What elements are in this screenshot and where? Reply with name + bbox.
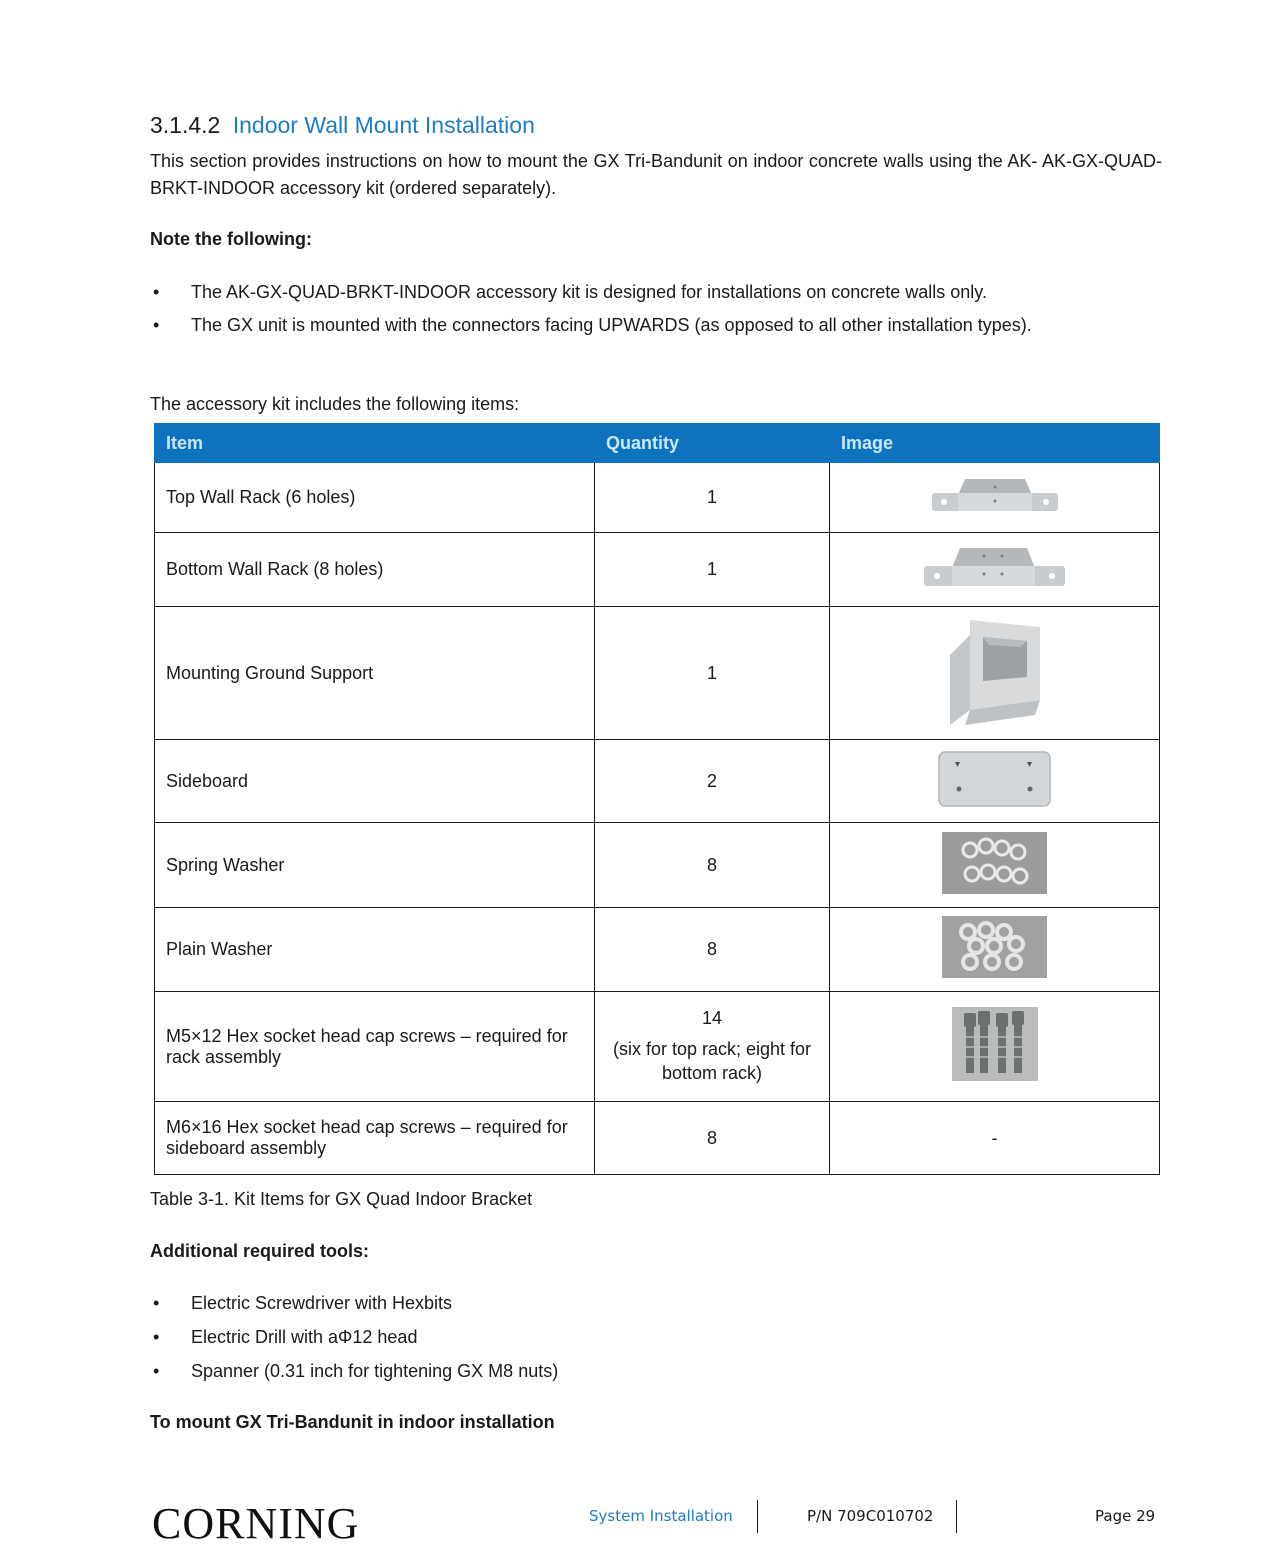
footer-divider — [757, 1500, 758, 1533]
list-item: • The AK-GX-QUAD-BRKT-INDOOR accessory kit is designed for installations on concrete walls only. — [150, 279, 1162, 306]
procedure-heading: To mount GX Tri-Bandunit in indoor installation — [150, 1412, 555, 1432]
list-item: • Electric Screwdriver with Hexbits — [150, 1290, 1162, 1317]
bullet-icon: • — [153, 1361, 160, 1381]
item-cell: M5×12 Hex socket head cap screws – required for rack assembly — [155, 992, 595, 1102]
table-caption: Table 3-1. Kit Items for GX Quad Indoor Bracket — [150, 1189, 533, 1209]
note-heading: Note the following: — [150, 229, 312, 249]
item-cell: Mounting Ground Support — [155, 607, 595, 740]
table-row — [155, 740, 1160, 823]
bottom-wall-rack-image — [830, 533, 1160, 607]
bullet-icon: • — [153, 282, 160, 302]
list-item: • Spanner (0.31 inch for tightening GX M8 nuts) — [150, 1358, 1162, 1385]
table-row — [155, 533, 1160, 607]
bullet-icon: • — [153, 315, 160, 335]
footer-divider — [956, 1500, 957, 1533]
list-item: • The GX unit is mounted with the connectors facing UPWARDS (as opposed to all other installation types). — [150, 312, 1162, 339]
item-cell: Plain Washer — [155, 908, 595, 992]
table-row — [155, 823, 1160, 908]
corning-logo: CORNING — [152, 1499, 360, 1548]
table-row — [155, 607, 1160, 740]
section-title: Indoor Wall Mount Installation — [232, 112, 535, 138]
list-item: • Electric Drill with aΦ12 head — [150, 1324, 1162, 1351]
item-cell: Sideboard — [155, 740, 595, 823]
quantity-cell: 1 — [595, 533, 830, 607]
spring-washer-image — [830, 823, 1160, 908]
table-header-row — [155, 424, 1160, 463]
item-cell: Bottom Wall Rack (8 holes) — [155, 533, 595, 607]
item-cell: Spring Washer — [155, 823, 595, 908]
ground-support-image — [830, 607, 1160, 740]
footer-part-number: P/N 709C010702 — [807, 1507, 934, 1525]
column-header-quantity: Quantity — [595, 424, 830, 463]
quantity-cell: 8 — [595, 823, 830, 908]
quantity-cell: 8 — [595, 1102, 830, 1175]
top-wall-rack-image — [830, 463, 1160, 533]
bullet-icon: • — [153, 1327, 160, 1347]
section-number: 3.1.4.2 — [150, 112, 221, 138]
column-header-image: Image — [830, 424, 1160, 463]
image-cell-empty: - — [830, 1102, 1160, 1175]
quantity-cell: 1 — [595, 463, 830, 533]
footer-section-title: System Installation — [589, 1507, 733, 1525]
quantity-cell: 2 — [595, 740, 830, 823]
table-row — [155, 908, 1160, 992]
table-row — [155, 992, 1160, 1102]
footer-page-number: Page 29 — [1095, 1507, 1156, 1525]
column-header-item: Item — [155, 424, 595, 463]
sideboard-image — [830, 740, 1160, 823]
bullet-icon: • — [153, 1293, 160, 1313]
intro-paragraph: This section provides instructions on how to mount the GX Tri-Bandunit on indoor concrete walls using the AK- AK-GX-QUAD-BRKT-INDOOR accessory kit (ordered separately). — [150, 151, 1162, 198]
table-row — [155, 463, 1160, 533]
quantity-note: (six for top rack; eight for bottom rack) — [612, 1039, 812, 1083]
tools-list — [150, 1290, 1162, 1385]
m5-screws-image — [830, 992, 1160, 1102]
table-row — [155, 1102, 1160, 1175]
quantity-cell: 1 — [595, 607, 830, 740]
notes-list — [150, 279, 1162, 339]
kit-intro: The accessory kit includes the following items: — [150, 394, 520, 414]
tools-heading: Additional required tools: — [150, 1241, 369, 1261]
item-cell: Top Wall Rack (6 holes) — [155, 463, 595, 533]
quantity-cell — [595, 992, 830, 1102]
item-cell: M6×16 Hex socket head cap screws – required for sideboard assembly — [155, 1102, 595, 1175]
plain-washer-image — [830, 908, 1160, 992]
section-heading — [150, 112, 535, 139]
quantity-value: 14 — [701, 1008, 723, 1028]
kit-items-table — [154, 423, 1160, 1175]
quantity-cell: 8 — [595, 908, 830, 992]
